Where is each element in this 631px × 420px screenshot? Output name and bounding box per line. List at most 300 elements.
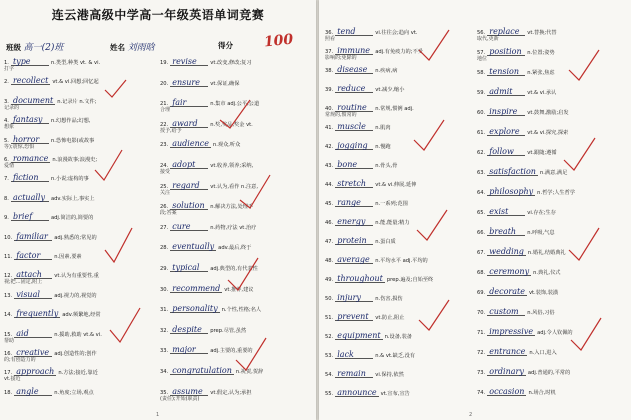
class-label: 班级 bbox=[6, 43, 21, 52]
definition: n.设备,装备 bbox=[384, 334, 412, 340]
item-number: 13. bbox=[4, 292, 13, 299]
item-number: 24. bbox=[160, 163, 169, 169]
handwritten-answer: ensure bbox=[170, 79, 208, 87]
item-number: 2. bbox=[4, 79, 9, 86]
word-item bbox=[325, 85, 404, 94]
word-item bbox=[160, 160, 254, 175]
word-item bbox=[160, 201, 254, 217]
handwritten-answer: approach bbox=[16, 367, 55, 377]
definition: vt.保证,确保 bbox=[210, 80, 240, 87]
definition: vt.装饰,装潢 bbox=[528, 290, 559, 296]
definition: n.& vt.缺乏,没有 bbox=[375, 353, 416, 359]
item-number: 30. bbox=[160, 286, 169, 293]
word-item bbox=[477, 308, 555, 317]
word-item bbox=[477, 208, 556, 217]
word-item bbox=[325, 275, 433, 284]
definition: vt.减少,缩小 bbox=[375, 87, 405, 93]
definition: n.小说;虚构的事 bbox=[50, 176, 89, 183]
item-number: 16. bbox=[4, 351, 13, 357]
definition: adv.频繁地,经常 bbox=[62, 312, 101, 319]
definition: n.位置;姿势 bbox=[527, 50, 555, 56]
word-item bbox=[325, 294, 403, 303]
word-item bbox=[4, 310, 101, 319]
definition: vi.保持,依然 bbox=[375, 372, 404, 378]
handwritten-answer: satisfaction bbox=[489, 167, 536, 176]
word-item bbox=[160, 367, 263, 376]
definition: adj.令人钦佩的 bbox=[537, 330, 573, 336]
item-number: 63. bbox=[477, 170, 486, 176]
handwritten-answer: muscle bbox=[335, 123, 373, 131]
item-number: 12. bbox=[4, 273, 13, 280]
handwritten-answer: bone bbox=[335, 161, 373, 169]
name-label: 姓名 bbox=[110, 43, 125, 52]
word-item bbox=[477, 248, 566, 257]
definition: adj.视力的,视觉的 bbox=[54, 292, 97, 299]
handwritten-answer: creative bbox=[14, 349, 52, 357]
definition: n.风俗,习俗 bbox=[527, 310, 555, 316]
word-item bbox=[4, 291, 97, 300]
definition: n.药物,疗法 vt.治疗 bbox=[210, 224, 257, 231]
score-value: 100 bbox=[263, 31, 294, 51]
definition: vt.& vi.探究,探索 bbox=[527, 130, 569, 136]
item-number: 3. bbox=[4, 98, 9, 105]
definition: n.援助,救助 vt.& vi. bbox=[54, 331, 102, 338]
handwritten-answer: ordinary bbox=[489, 367, 524, 376]
handwritten-answer: angle bbox=[14, 388, 52, 396]
handwritten-answer: immune bbox=[335, 47, 373, 55]
handwritten-answer: typical bbox=[170, 264, 208, 272]
definition-continued: 地位 bbox=[477, 56, 488, 62]
handwritten-answer: attach bbox=[14, 271, 52, 279]
definition: vt.防止,阻止 bbox=[375, 315, 405, 321]
word-item bbox=[160, 118, 253, 134]
handwritten-answer: replace bbox=[487, 28, 525, 36]
item-number: 34. bbox=[160, 369, 169, 375]
word-item bbox=[325, 103, 414, 118]
item-number: 28. bbox=[160, 245, 169, 252]
handwritten-answer: major bbox=[170, 346, 208, 354]
class-value: 高一(2)班 bbox=[23, 43, 64, 53]
definition-continued: 授予,给予 bbox=[160, 127, 182, 134]
handwritten-answer: inspire bbox=[487, 108, 525, 116]
definition: vt.跟随;遵循 bbox=[527, 150, 557, 156]
word-item bbox=[477, 228, 555, 237]
item-number: 8. bbox=[4, 195, 9, 202]
word-item bbox=[160, 223, 256, 232]
handwritten-answer: eventually bbox=[172, 242, 215, 252]
handwritten-answer: familiar bbox=[14, 233, 52, 241]
word-item bbox=[160, 264, 258, 273]
handwritten-answer: average bbox=[335, 256, 373, 264]
word-item bbox=[4, 95, 97, 111]
item-number: 67. bbox=[477, 250, 486, 256]
definition: n.能,能量;精力 bbox=[375, 220, 410, 226]
definition: n.祝贺,贺辞 bbox=[235, 369, 264, 375]
word-item bbox=[325, 332, 412, 341]
item-number: 4. bbox=[4, 118, 9, 125]
definition-continued: 合理 bbox=[160, 107, 171, 114]
item-number: 17. bbox=[4, 370, 13, 377]
definition: n.婚礼,结婚典礼 bbox=[527, 250, 566, 256]
definition: vt.认为有重要性,重 bbox=[54, 273, 99, 280]
item-number: 44. bbox=[325, 182, 334, 188]
item-number: 38. bbox=[325, 68, 334, 74]
word-item bbox=[160, 305, 261, 314]
item-number: 60. bbox=[477, 110, 486, 116]
handwritten-answer: injury bbox=[335, 294, 373, 302]
item-number: 57. bbox=[477, 50, 486, 56]
handwritten-answer: congratulation bbox=[172, 366, 232, 375]
handwritten-answer: cure bbox=[170, 223, 208, 231]
definition: prep.遍及;自始至终 bbox=[386, 277, 434, 283]
definition: n.一系列;范围 bbox=[375, 201, 408, 207]
handwritten-answer: personality bbox=[172, 304, 218, 314]
word-item bbox=[4, 77, 99, 86]
definition: adj.主要的,重要的 bbox=[210, 348, 253, 355]
definition-continued: 段;答案 bbox=[160, 210, 177, 217]
definition-continued: 取代,更新 bbox=[477, 36, 499, 42]
word-item bbox=[477, 88, 556, 97]
handwritten-answer: reduce bbox=[335, 85, 373, 93]
handwritten-answer: occasion bbox=[489, 387, 525, 396]
word-item bbox=[4, 233, 97, 242]
word-item bbox=[477, 368, 570, 377]
item-number: 9. bbox=[4, 215, 9, 222]
handwritten-answer: visual bbox=[14, 291, 52, 299]
definition-continued: 视;把…固定,附上 bbox=[4, 279, 43, 286]
handwritten-answer: actually bbox=[11, 194, 49, 202]
handwritten-answer: solution bbox=[170, 202, 208, 210]
name-value: 刘雨晗 bbox=[127, 43, 155, 53]
word-item bbox=[325, 66, 397, 75]
word-item bbox=[477, 348, 557, 357]
word-item bbox=[477, 288, 558, 297]
item-number: 40. bbox=[325, 106, 334, 112]
handwritten-answer: wedding bbox=[489, 247, 524, 256]
definition: adv.最后,终于 bbox=[218, 245, 252, 252]
item-number: 26. bbox=[160, 204, 169, 211]
word-item bbox=[477, 108, 569, 117]
item-number: 29. bbox=[160, 266, 169, 272]
word-item bbox=[477, 188, 575, 197]
handwritten-answer: entrance bbox=[489, 347, 526, 356]
handwritten-answer: despite bbox=[170, 326, 208, 334]
definition: adv.实际上,事实上 bbox=[50, 195, 95, 202]
item-number: 47. bbox=[325, 239, 334, 245]
handwritten-answer: energy bbox=[335, 218, 373, 226]
definition: n.集市 adj.公平,公道 bbox=[210, 101, 260, 108]
definition: vi.存在;生存 bbox=[527, 210, 556, 216]
item-number: 21. bbox=[160, 101, 169, 108]
item-number: 64. bbox=[477, 190, 486, 196]
handwritten-answer: regard bbox=[170, 182, 208, 190]
definition: n.伤害,损伤 bbox=[375, 296, 403, 302]
item-number: 22. bbox=[160, 121, 169, 128]
item-number: 39. bbox=[325, 87, 334, 93]
word-item bbox=[160, 79, 239, 88]
definition: n.因素,要素 bbox=[54, 254, 82, 260]
handwritten-answer: impressive bbox=[489, 327, 534, 336]
item-number: 31. bbox=[160, 307, 169, 314]
word-item bbox=[325, 313, 404, 322]
handwritten-answer: tension bbox=[487, 68, 525, 76]
definition: n.方法;接近,靠近 bbox=[58, 370, 98, 377]
handwritten-answer: fiction bbox=[11, 174, 49, 182]
word-item bbox=[325, 180, 416, 189]
item-number: 46. bbox=[325, 220, 334, 226]
item-number: 14. bbox=[4, 312, 13, 319]
definition-continued: 想象 bbox=[4, 124, 15, 131]
definition: n.幻想作品;幻想, bbox=[50, 118, 91, 125]
handwritten-answer: frequently bbox=[16, 309, 59, 319]
handwritten-answer: announce bbox=[337, 388, 377, 397]
handwritten-answer: factor bbox=[14, 252, 52, 260]
item-number: 25. bbox=[160, 183, 169, 190]
handwritten-answer: romance bbox=[12, 154, 49, 163]
word-item bbox=[160, 180, 259, 196]
item-number: 48. bbox=[325, 258, 334, 264]
definition: adj.创造性的;创作 bbox=[54, 351, 97, 357]
handwritten-answer: document bbox=[12, 95, 54, 105]
item-number: 42. bbox=[325, 144, 334, 150]
definition: vt.& vi.伸展,延伸 bbox=[375, 182, 417, 188]
handwritten-answer: breath bbox=[487, 228, 525, 236]
word-item bbox=[4, 328, 102, 344]
word-item bbox=[477, 268, 560, 277]
item-number: 62. bbox=[477, 150, 486, 156]
handwritten-answer: assume bbox=[170, 388, 208, 396]
handwritten-answer: equipment bbox=[337, 331, 381, 340]
word-item bbox=[477, 68, 555, 77]
word-item bbox=[477, 128, 568, 137]
right-page bbox=[319, 0, 631, 420]
item-number: 61. bbox=[477, 130, 486, 136]
definition: n.肌肉 bbox=[375, 125, 391, 131]
item-number: 65. bbox=[477, 210, 486, 216]
definition: vt.假定,认为;承担 bbox=[210, 389, 252, 396]
word-item bbox=[4, 57, 101, 72]
word-item bbox=[477, 27, 557, 42]
definition: n.慢跑 bbox=[375, 144, 391, 150]
item-number: 23. bbox=[160, 142, 169, 149]
handwritten-answer: aid bbox=[14, 330, 52, 338]
handwritten-answer: lack bbox=[335, 351, 373, 359]
item-number: 20. bbox=[160, 80, 169, 87]
definition: vt.改变,修改;复习 bbox=[210, 60, 252, 66]
handwritten-answer: custom bbox=[487, 308, 525, 316]
handwritten-answer: tend bbox=[335, 28, 373, 36]
word-item bbox=[4, 194, 95, 203]
definition: adj.简洁的,简要的 bbox=[50, 215, 94, 222]
item-number: 1. bbox=[4, 60, 9, 66]
word-item bbox=[325, 256, 428, 265]
item-number: 11. bbox=[4, 254, 13, 260]
item-number: 27. bbox=[160, 224, 169, 231]
handwritten-answer: type bbox=[11, 58, 49, 66]
word-item bbox=[325, 161, 397, 170]
word-item bbox=[160, 140, 240, 149]
word-item bbox=[160, 243, 251, 252]
definition: vt.推荐,建议 bbox=[224, 286, 254, 293]
definition-continued: 接受 bbox=[160, 169, 171, 175]
definition: n.骨头,骨 bbox=[375, 163, 398, 169]
definition: adj.有免疫力的;不受 bbox=[375, 49, 423, 55]
item-number: 69. bbox=[477, 290, 486, 296]
handwritten-answer: horror bbox=[11, 136, 49, 144]
word-item bbox=[4, 134, 95, 150]
word-item bbox=[477, 47, 555, 62]
item-number: 36. bbox=[325, 30, 334, 36]
page-number-left: 1 bbox=[156, 412, 160, 418]
handwritten-answer: fair bbox=[170, 99, 208, 107]
definition: n.记录片 n.文件; bbox=[57, 98, 97, 105]
item-number: 37. bbox=[325, 49, 334, 55]
handwritten-answer: revise bbox=[170, 58, 208, 66]
definition: n.类型,种类 vt. & vi. bbox=[50, 60, 101, 66]
item-number: 66. bbox=[477, 230, 486, 236]
word-item bbox=[160, 58, 252, 67]
item-number: 19. bbox=[160, 60, 169, 66]
handwritten-answer: philosophy bbox=[489, 187, 534, 196]
definition: adj.典型的,有代表性 bbox=[210, 266, 258, 272]
word-item bbox=[160, 386, 252, 402]
item-number: 70. bbox=[477, 310, 486, 316]
definition: n.平均水平 adj.平均的 bbox=[375, 258, 428, 264]
definition: n.场合,时机 bbox=[528, 390, 556, 396]
handwritten-answer: explore bbox=[487, 128, 525, 136]
item-number: 52. bbox=[325, 334, 334, 340]
definition: n.呼吸,气息 bbox=[527, 230, 555, 236]
definition: vt.宣布,宣告 bbox=[380, 391, 410, 397]
item-number: 43. bbox=[325, 163, 334, 169]
handwritten-answer: follow bbox=[487, 148, 525, 156]
word-item bbox=[4, 270, 99, 286]
definition: n.恐怖电影(或故事 bbox=[50, 137, 95, 144]
definition: n.个性,性格;名人 bbox=[221, 307, 262, 314]
definition-continued: 影响的;免除的 bbox=[325, 55, 357, 61]
word-item bbox=[4, 348, 97, 363]
word-item bbox=[477, 168, 567, 177]
item-number: 18. bbox=[4, 389, 13, 396]
definition: vt.收养,领养;采纳, bbox=[210, 163, 254, 169]
definition-continued: 的;有创造力的 bbox=[4, 357, 36, 363]
definition-continued: 打字 bbox=[4, 66, 15, 72]
item-number: 71. bbox=[477, 330, 486, 336]
handwritten-answer: audience bbox=[172, 139, 209, 149]
word-item bbox=[325, 370, 404, 379]
word-item bbox=[325, 199, 408, 208]
word-item bbox=[160, 98, 260, 114]
item-number: 33. bbox=[160, 348, 169, 355]
definition: vi.往往会;趋向 vt. bbox=[375, 30, 418, 36]
handwritten-answer: protein bbox=[335, 237, 373, 245]
item-number: 74. bbox=[477, 390, 486, 396]
word-item bbox=[4, 174, 89, 183]
item-number: 54. bbox=[325, 372, 334, 378]
item-number: 5. bbox=[4, 137, 9, 144]
word-item bbox=[325, 142, 391, 151]
handwritten-answer: exist bbox=[487, 208, 525, 216]
page-number-right: 2 bbox=[469, 412, 473, 418]
item-number: 68. bbox=[477, 270, 486, 276]
item-number: 50. bbox=[325, 296, 334, 302]
handwritten-answer: throughout bbox=[337, 274, 383, 283]
word-item bbox=[4, 367, 98, 383]
handwritten-answer: jogging bbox=[335, 142, 373, 150]
item-number: 35. bbox=[160, 389, 169, 396]
definition-continued: 常规的,惯常的 bbox=[325, 112, 357, 118]
definition: n.紧张,焦虑 bbox=[527, 70, 555, 76]
handwritten-answer: prevent bbox=[335, 313, 373, 321]
word-item bbox=[160, 285, 253, 294]
definition-continued: 爱情 bbox=[4, 163, 15, 169]
item-number: 45. bbox=[325, 201, 334, 207]
definition: n.蛋白质 bbox=[375, 239, 396, 245]
word-item bbox=[325, 218, 410, 227]
word-item bbox=[325, 389, 410, 398]
handwritten-answer: range bbox=[335, 199, 373, 207]
word-item bbox=[4, 213, 93, 222]
definition: n.典礼,仪式 bbox=[533, 270, 561, 276]
item-number: 53. bbox=[325, 353, 334, 359]
definition: n.奖,奖品,奖金 vt. bbox=[210, 121, 253, 128]
item-number: 73. bbox=[477, 370, 486, 376]
item-number: 72. bbox=[477, 350, 486, 356]
item-number: 7. bbox=[4, 176, 9, 183]
definition: vt.& vi.回想;回忆起 bbox=[52, 79, 99, 86]
handwritten-answer: position bbox=[487, 48, 525, 56]
word-item bbox=[325, 237, 396, 246]
definition: adj.普通的,平常的 bbox=[527, 370, 571, 376]
definition-continued: 帮助 bbox=[4, 337, 15, 344]
handwritten-answer: remain bbox=[335, 370, 373, 378]
handwritten-answer: adopt bbox=[170, 161, 208, 169]
handwritten-answer: stretch bbox=[335, 180, 373, 188]
definition: adj.熟悉的;常见的 bbox=[54, 234, 97, 241]
handwritten-answer: routine bbox=[335, 104, 373, 112]
definition: vt.认为,看作 n.注意, bbox=[210, 183, 259, 190]
word-item bbox=[325, 27, 418, 42]
definition-continued: 关注 bbox=[160, 189, 171, 196]
word-item bbox=[325, 123, 391, 132]
definition-continued: vt.接近 bbox=[4, 376, 21, 383]
word-item bbox=[4, 115, 91, 131]
item-number: 59. bbox=[477, 90, 486, 96]
word-item bbox=[4, 388, 94, 397]
word-item bbox=[160, 346, 253, 355]
definition-continued: 记录的 bbox=[4, 104, 20, 111]
item-number: 49. bbox=[325, 277, 334, 283]
item-number: 10. bbox=[4, 234, 13, 241]
item-number: 56. bbox=[477, 30, 486, 36]
score-label: 得分 bbox=[218, 41, 233, 50]
item-number: 6. bbox=[4, 157, 9, 163]
word-item bbox=[325, 46, 423, 61]
definition: vt.鼓舞,激励;启发 bbox=[527, 110, 569, 116]
definition-continued: 照看 bbox=[325, 36, 336, 42]
handwritten-answer: recommend bbox=[172, 283, 221, 293]
item-number: 51. bbox=[325, 315, 334, 321]
definition: n.观众,听众 bbox=[212, 142, 241, 149]
definition-continued: 等);震惊,恐惧 bbox=[4, 143, 35, 150]
right-word-list bbox=[319, 0, 631, 420]
handwritten-answer: award bbox=[170, 120, 208, 128]
handwritten-answer: disease bbox=[335, 66, 373, 74]
handwritten-answer: admit bbox=[487, 88, 525, 96]
item-number: 15. bbox=[4, 331, 13, 338]
definition: n.浪漫故事;浪漫史; bbox=[52, 157, 98, 163]
handwritten-answer: recollect bbox=[12, 76, 49, 86]
